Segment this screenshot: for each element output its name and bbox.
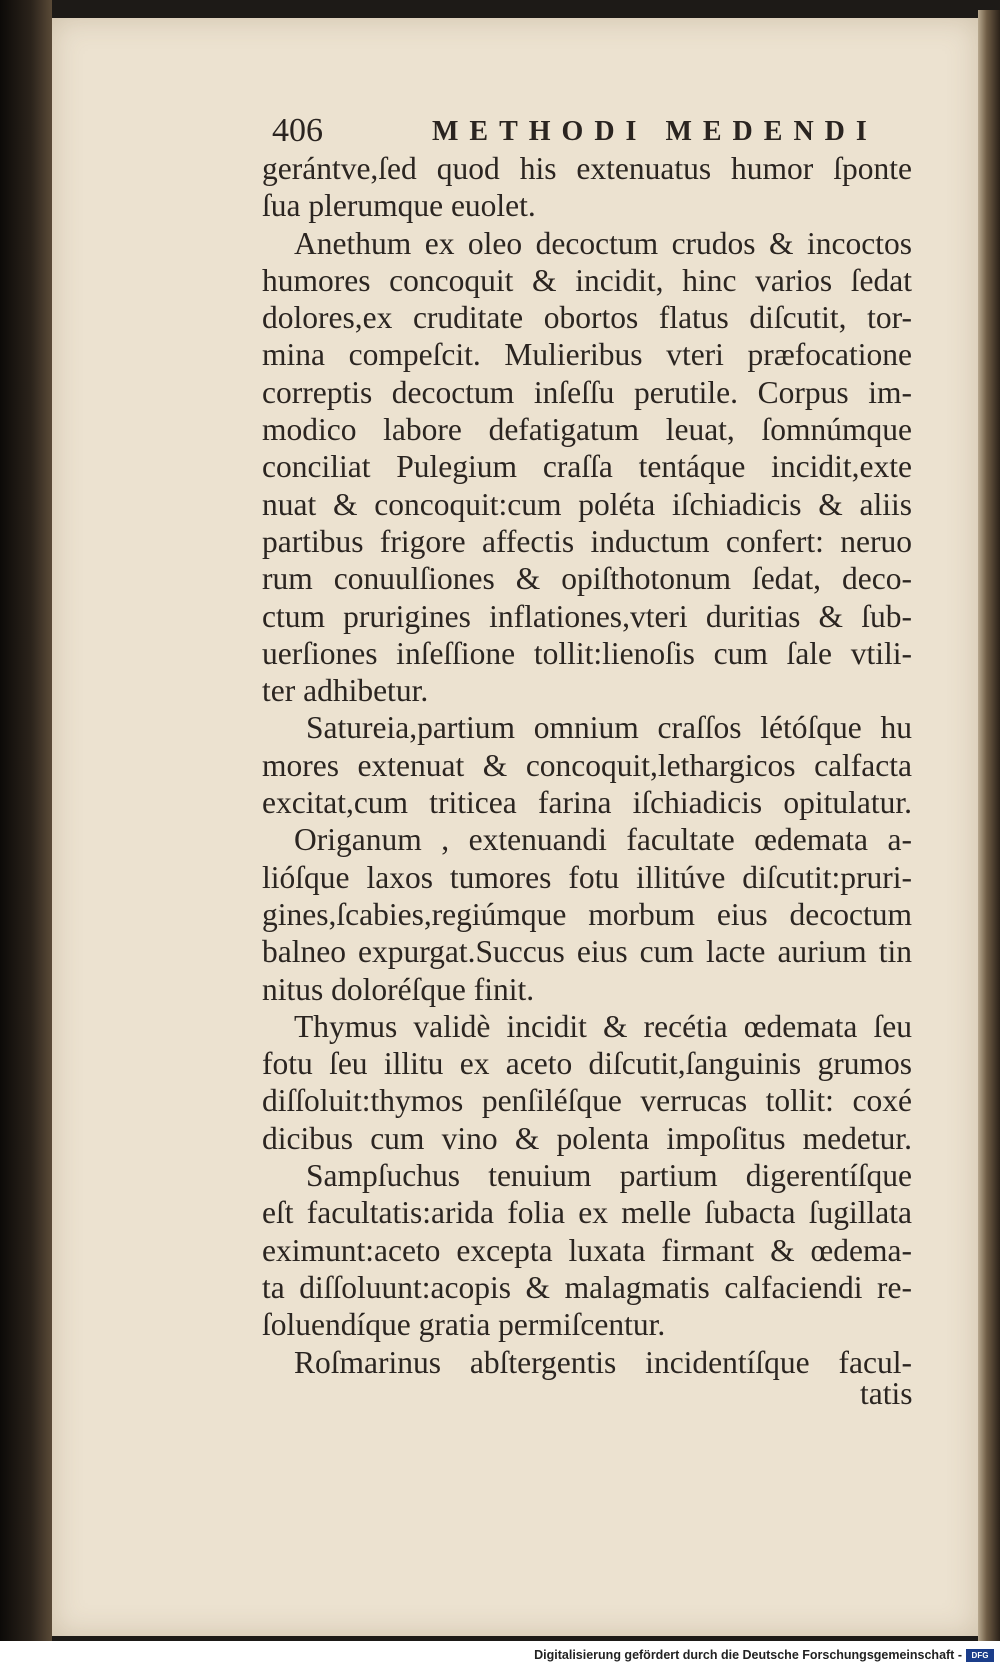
text-line: Sampſuchus tenuium partium digerentíſque: [306, 1158, 912, 1194]
text-line: Roſmarinus abſtergentis incidentíſque facul-: [294, 1344, 912, 1380]
text-line: modico labore defatigatum leuat, ſomnúmque: [262, 412, 912, 448]
text-line: Origanum , extenuandi facultate œdemata a-: [294, 822, 912, 858]
text-line: uerſiones inſeſſione tollit:lienoſis cum ſale vtili-: [262, 635, 912, 671]
text-line: humores concoquit & incidit, hinc varios ſedat: [262, 262, 912, 298]
text-line: nuat & concoquit:cum poléta iſchiadicis & aliis: [262, 486, 912, 522]
text-line: conciliat Pulegium craſſa tentáque incidit,exte: [262, 449, 912, 485]
text-line: nitus doloréſque finit.: [262, 971, 535, 1007]
text-line: excitat,cum triticea farina iſchiadicis opitulatur.: [262, 785, 912, 821]
text-line: gerántve,ſed quod his extenuatus humor ſponte: [262, 151, 912, 186]
text-line: mores extenuat & concoquit,lethargicos calfacta: [262, 747, 912, 783]
folio-number: 406: [272, 112, 323, 149]
text-line: ter adhibetur.: [262, 673, 429, 709]
funding-notice: Digitalisierung gefördert durch die Deutsche Forschungsgemeinschaft -: [534, 1648, 962, 1662]
text-line: mina compeſcit. Mulieribus vteri præfocatione: [262, 337, 912, 373]
text-line: balneo expurgat.Succus eius cum lacte aurium tin: [262, 934, 912, 970]
text-line: dolores,ex cruditate obortos flatus diſcutit, tor-: [262, 300, 912, 336]
text-line: partibus frigore affectis inductum confert: neruo: [262, 523, 912, 559]
catchword: tatis: [860, 1376, 913, 1411]
text-line: gines,ſcabies,regiúmque morbum eius decoctum: [262, 896, 912, 932]
text-line: eximunt:aceto excepta luxata firmant & œdema-: [262, 1232, 912, 1268]
footer-bar: [0, 1641, 1000, 1670]
text-line: rum conuulſiones & opiſthotonum ſedat, deco-: [262, 561, 912, 597]
running-head: METHODI MEDENDI: [432, 116, 878, 147]
text-line: ctum prurigines inflationes,vteri duritias & ſub-: [262, 598, 912, 634]
text-line: ſoluendíque gratia permiſcentur.: [262, 1307, 666, 1343]
text-line: Anethum ex oleo decoctum crudos & incoctos: [294, 225, 912, 261]
text-line: ſua plerumque euolet.: [262, 188, 536, 224]
text-line: Satureia,partium omnium craſſos létóſque hu: [306, 710, 912, 746]
text-line: ta diſſoluunt:acopis & malagmatis calfaciendi re-: [262, 1269, 912, 1305]
text-line: lióſque laxos tumores fotu illitúve diſcutit:pruri-: [262, 859, 912, 895]
text-line: eſt facultatis:arida folia ex melle ſubacta ſugillata: [262, 1195, 912, 1231]
body-text: [262, 150, 912, 1381]
text-line: fotu ſeu illitu ex aceto diſcutit,ſanguinis grumos: [262, 1046, 912, 1082]
text-line: correptis decoctum inſeſſu perutile. Corpus im-: [262, 374, 912, 410]
dfg-logo: DFG: [966, 1649, 994, 1662]
text-line: diſſoluit:thymos penſiléſque verrucas tollit: coxé: [262, 1083, 912, 1119]
text-line: dicibus cum vino & polenta impoſitus medetur.: [262, 1120, 912, 1156]
page-edge: [978, 10, 1000, 1641]
text-line: Thymus validè incidit & recétia œdemata ſeu: [294, 1008, 912, 1044]
book-spine: [0, 0, 52, 1641]
